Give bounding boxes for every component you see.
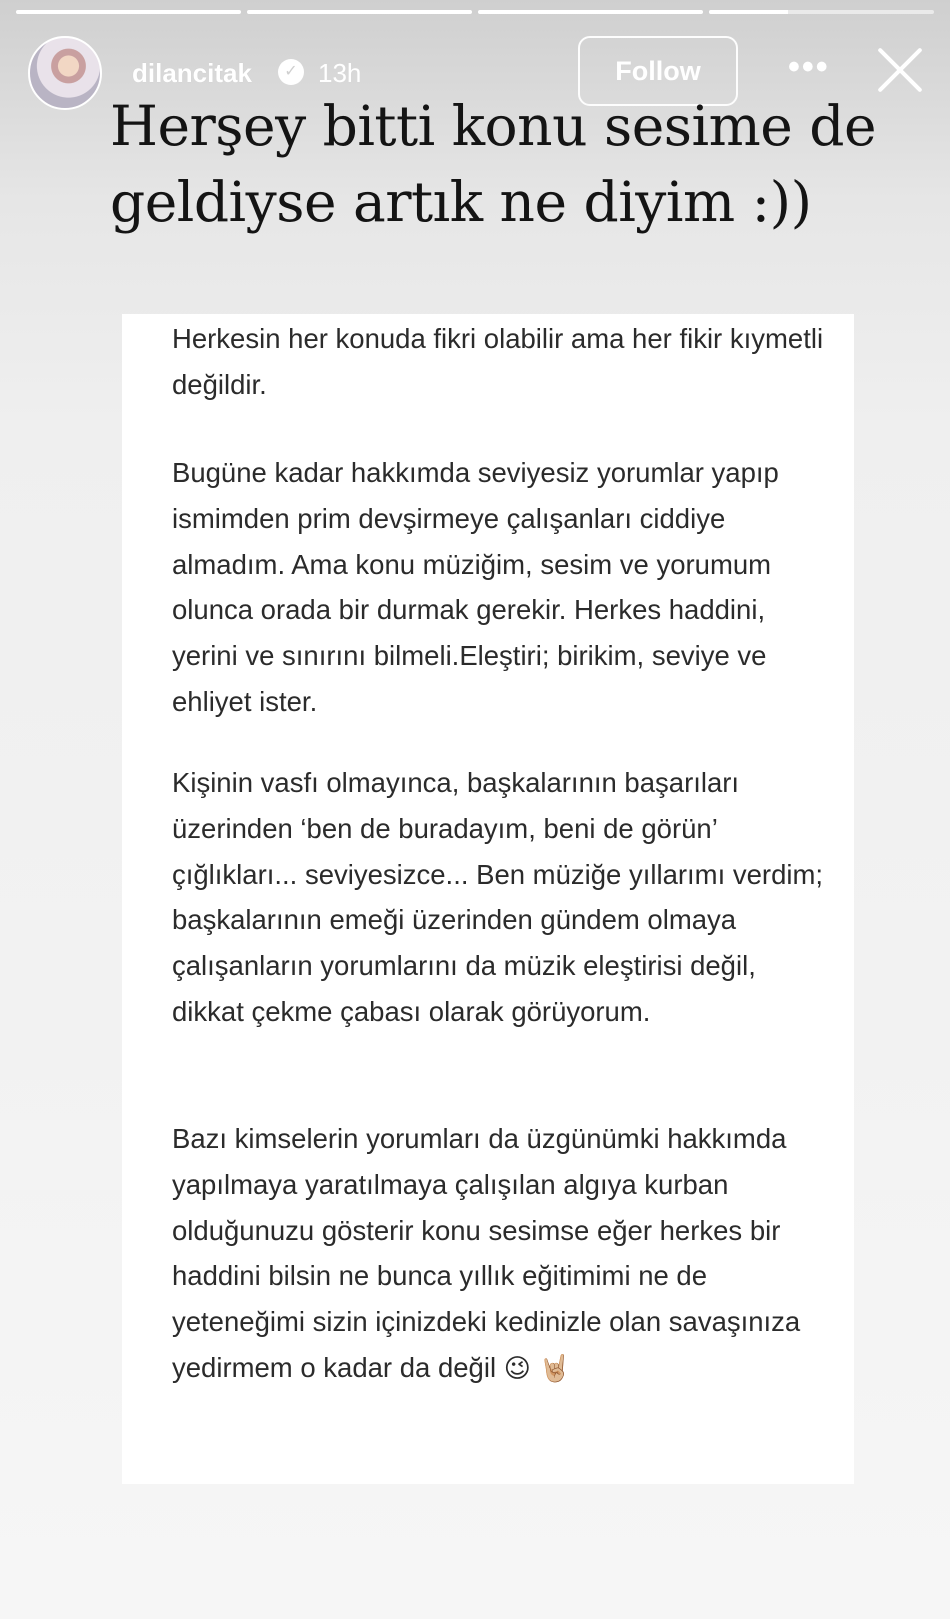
text-post-card (122, 314, 854, 1484)
progress-fill (247, 10, 472, 14)
post-paragraph: Bugüne kadar hakkımda seviyesiz yorumlar yapıp ismimden prim devşirmeye çalışanları ciddiye almadım. Ama konu müziğim, sesim ve yorumum olunca orada bir durmak gerekir. Herkes haddini, yerini ve sınırını bilmeli.Eleştiri; birikim, seviye ve ehliyet ister. (172, 457, 779, 717)
progress-fill (478, 10, 703, 14)
progress-segment (478, 10, 703, 14)
wink-emoji-icon: 😉 (503, 1352, 531, 1383)
post-paragraph-last (172, 1116, 832, 1392)
verified-badge-icon: ✓ (278, 59, 304, 85)
username[interactable]: dilancitak (132, 58, 252, 88)
progress-fill (709, 10, 788, 14)
post-time: 13h (318, 58, 362, 88)
post-paragraph: Herkesin her konuda fikri olabilir ama her fikir kıymetli değildir. (172, 323, 824, 400)
post-paragraph-text: Bazı kimselerin yorumları da üzgünümki hakkımda yapılmaya yaratılmaya çalışılan algıya kurban olduğunuzu gösterir konu sesimse eğer herkes bir haddini bilsin ne bunca yıllık eğitimimi ne de yeteneğimi sizin içinizdeki kedinizle olan savaşınıza yedirmem o kadar da değil (172, 1123, 801, 1383)
progress-segment (247, 10, 472, 14)
story-headline: Herşey bitti konu sesime de geldiyse artık ne diyim :)) (110, 94, 877, 234)
rock-hand-emoji-icon: 🤘🏼 (538, 1352, 571, 1383)
progress-segment (709, 10, 934, 14)
more-options-icon[interactable]: ••• (788, 48, 830, 86)
follow-button[interactable]: Follow (578, 36, 738, 106)
story-progress-bar (16, 10, 934, 15)
progress-segment (16, 10, 241, 14)
avatar[interactable] (28, 36, 102, 110)
post-paragraph: Kişinin vasfı olmayınca, başkalarının başarıları üzerinden ‘ben de buradayım, beni de görün’ çığlıkları... seviyesizce... Ben müziğe yıllarımı verdim; başkalarının emeği üzerinden gündem olmaya çalışanların yorumlarını da müzik eleştirisi değil, dikkat çekme çabası olarak görüyorum. (172, 767, 824, 1027)
progress-fill (16, 10, 241, 14)
